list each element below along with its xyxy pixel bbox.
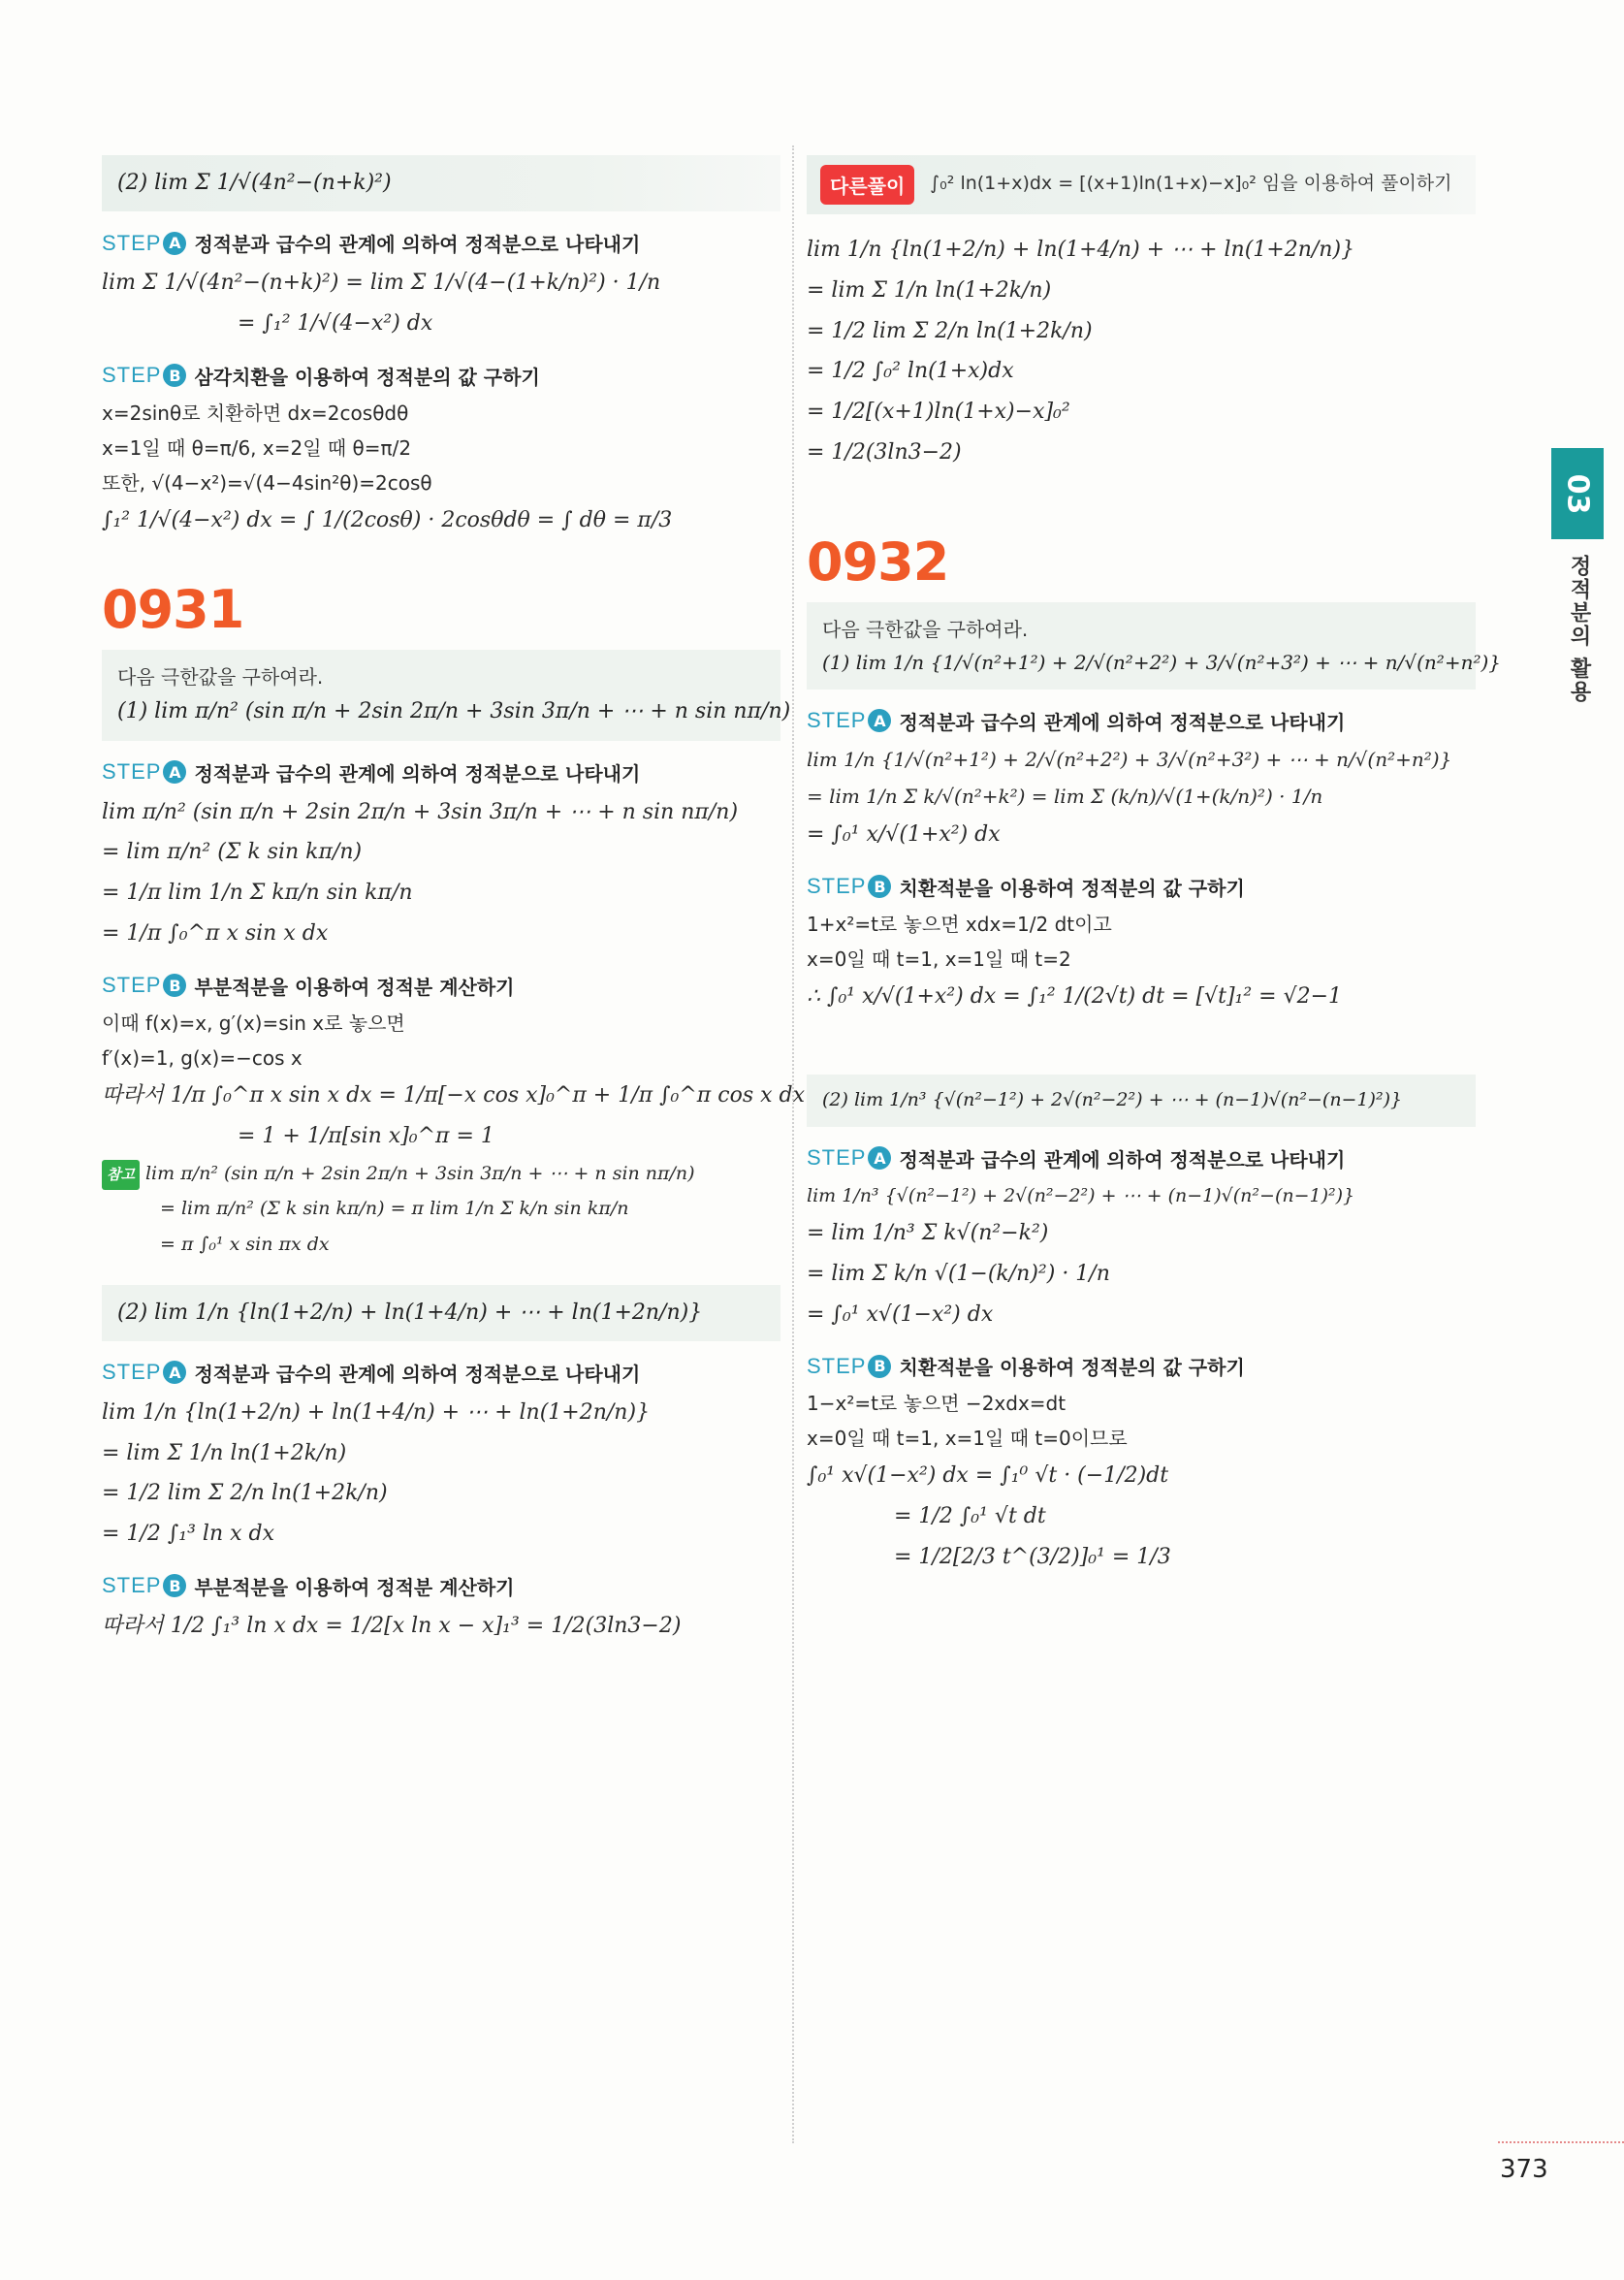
text-line: 또한, √(4−x²)=√(4−4sin²θ)=2cosθ — [102, 470, 432, 495]
step-word: STEP — [807, 1145, 867, 1171]
equation-line: = 1/2[2/3 t^(3/2)]₀¹ = 1/3 — [894, 1544, 1171, 1569]
step-word: STEP — [102, 759, 162, 785]
reference-line: = π ∫₀¹ x sin πx dx — [160, 1233, 330, 1255]
step-title: 부분적분을 이용하여 정적분 계산하기 — [194, 975, 515, 999]
problem-0931-part2: (2) lim 1/n {ln(1+2/n) + ln(1+4/n) + ⋯ + ln(1+2n/n)} — [117, 1300, 703, 1325]
step-title: 치환적분을 이용하여 정적분의 값 구하기 — [899, 1356, 1245, 1380]
step-b-badge: B — [163, 974, 186, 997]
problem-number: 0932 — [807, 530, 949, 593]
equation-line: 따라서 1/2 ∫₁³ ln x dx = 1/2[x ln x − x]₁³ = 1/2(3ln3−2) — [102, 1613, 682, 1638]
step-title: 정적분과 급수의 관계에 의하여 정적분으로 나타내기 — [899, 710, 1346, 734]
page-number: 373 — [1500, 2155, 1548, 2184]
step-b-badge: B — [868, 875, 891, 898]
step-title: 치환적분을 이용하여 정적분의 값 구하기 — [899, 876, 1245, 900]
text-line: f′(x)=1, g(x)=−cos x — [102, 1045, 303, 1070]
problem-0932-part2: (2) lim 1/n³ {√(n²−1²) + 2√(n²−2²) + ⋯ + (n−1)√(n²−(n−1)²)} — [822, 1089, 1403, 1111]
equation-line: = ∫₀¹ x/√(1+x²) dx — [807, 821, 1001, 847]
step-title: 정적분과 급수의 관계에 의하여 정적분으로 나타내기 — [194, 1362, 641, 1386]
text-line: 이때 f(x)=x, g′(x)=sin x로 놓으면 — [102, 1011, 405, 1035]
step-a-badge: A — [868, 709, 891, 732]
equation-line: = 1/2 ∫₀¹ √t dt — [894, 1504, 1046, 1529]
step-b-header — [807, 1352, 1476, 1380]
chapter-number: 03 — [1560, 473, 1595, 514]
equation-line: = lim 1/n Σ k/√(n²+k²) = lim Σ (k/n)/√(1+(k/n)²) · 1/n — [807, 784, 1323, 808]
step-word: STEP — [102, 363, 162, 388]
equation-line: = lim Σ k/n √(1−(k/n)²) · 1/n — [807, 1261, 1110, 1286]
step-word: STEP — [102, 230, 162, 255]
equation-line: ∴ ∫₀¹ x/√(1+x²) dx = ∫₁² 1/(2√t) dt = [√t]₁² = √2−1 — [807, 983, 1343, 1009]
equation-line: 따라서 1/π ∫₀^π x sin x dx = 1/π[−x cos x]₀^π + 1/π ∫₀^π cos x dx — [102, 1082, 806, 1108]
problem-0931-box — [102, 650, 791, 740]
step-b-header — [102, 972, 780, 1000]
step-word: STEP — [807, 1353, 867, 1378]
equation-line: = 1/π lim 1/n Σ kπ/n sin kπ/n — [102, 881, 413, 906]
equation-line: lim 1/n³ {√(n²−1²) + 2√(n²−2²) + ⋯ + (n−1)√(n²−(n−1)²)} — [807, 1184, 1355, 1206]
problem-number: 0931 — [102, 579, 244, 641]
left-column — [102, 145, 806, 1647]
text-line: x=1일 때 θ=π/6, x=2일 때 θ=π/2 — [102, 435, 412, 460]
step-b-header — [102, 362, 780, 390]
step-title: 삼각치환을 이용하여 정적분의 값 구하기 — [194, 365, 540, 389]
text-line: x=2sinθ로 치환하면 dx=2cosθdθ — [102, 401, 409, 425]
step-b-badge: B — [868, 1355, 891, 1378]
question-text: 다음 극한값을 구하여라. — [822, 617, 1029, 641]
equation-line: = 1/2 lim Σ 2/n ln(1+2k/n) — [807, 318, 1093, 343]
step-b-badge: B — [163, 1574, 186, 1597]
step-title: 정적분과 급수의 관계에 의하여 정적분으로 나타내기 — [899, 1147, 1346, 1172]
step-a-badge: A — [163, 232, 186, 255]
equation-line: = 1/2 lim Σ 2/n ln(1+2k/n) — [102, 1481, 388, 1506]
equation-line: = 1/2 ∫₁³ ln x dx — [102, 1522, 275, 1547]
equation-line: = ∫₀¹ x√(1−x²) dx — [807, 1301, 994, 1327]
step-a-badge: A — [163, 760, 186, 784]
step-word: STEP — [102, 973, 162, 998]
problem-0932-box — [807, 602, 1501, 690]
problem-0932-part2-box — [807, 1075, 1476, 1126]
text-line: 1−x²=t로 놓으면 −2xdx=dt — [807, 1392, 1067, 1416]
question-text: 다음 극한값을 구하여라. — [117, 665, 324, 690]
text-line: x=0일 때 t=1, x=1일 때 t=2 — [807, 947, 1071, 971]
equation-line: = 1/2 ∫₀² ln(1+x)dx — [807, 359, 1014, 384]
chapter-title: 정적분의 활용 — [1567, 555, 1591, 704]
problem-0931-part2-box — [102, 1285, 780, 1341]
step-word: STEP — [102, 1360, 162, 1385]
equation-line: lim 1/n {ln(1+2/n) + ln(1+4/n) + ⋯ + ln(1+2n/n)} — [807, 238, 1355, 262]
right-column — [807, 145, 1501, 1578]
reference-line: = lim π/n² (Σ k sin kπ/n) = π lim 1/n Σ k/n sin kπ/n — [160, 1198, 629, 1220]
reference-block — [102, 1156, 780, 1191]
equation-line: lim 1/n {ln(1+2/n) + ln(1+4/n) + ⋯ + ln(1+2n/n)} — [102, 1399, 651, 1425]
problem-0930-part2: (2) lim Σ 1/√(4n²−(n+k)²) — [117, 171, 392, 195]
page-number-rule — [1498, 2141, 1624, 2143]
step-a-header — [102, 229, 780, 257]
equation-line: = lim π/n² (Σ k sin kπ/n) — [102, 840, 363, 865]
step-b-header — [102, 1572, 780, 1600]
step-word: STEP — [807, 708, 867, 733]
equation-line: = 1 + 1/π[sin x]₀^π = 1 — [238, 1123, 494, 1148]
problem-0932-part1: (1) lim 1/n {1/√(n²+1²) + 2/√(n²+2²) + 3/√(n²+3²) + ⋯ + n/√(n²+n²)} — [822, 650, 1501, 674]
step-word: STEP — [807, 874, 867, 899]
step-a-badge: A — [868, 1146, 891, 1170]
equation-line: = 1/2(3ln3−2) — [807, 439, 962, 465]
equation-line: = lim Σ 1/n ln(1+2k/n) — [807, 277, 1052, 303]
equation-line: ∫₁² 1/√(4−x²) dx = ∫ 1/(2cosθ) · 2cosθdθ = ∫ dθ = π/3 — [102, 507, 673, 532]
equation-line: lim 1/n {1/√(n²+1²) + 2/√(n²+2²) + 3/√(n²+3²) + ⋯ + n/√(n²+n²)} — [807, 747, 1452, 771]
reference-badge: 참고 — [102, 1160, 140, 1190]
equation-line: = ∫₁² 1/√(4−x²) dx — [238, 310, 433, 336]
alternative-solution-badge: 다른풀이 — [820, 165, 914, 205]
step-a-header — [807, 707, 1476, 735]
equation-line: lim Σ 1/√(4n²−(n+k)²) = lim Σ 1/√(4−(1+k/n)²) · 1/n — [102, 271, 661, 296]
equation-line: ∫₀¹ x√(1−x²) dx = ∫₁⁰ √t · (−1/2)dt — [807, 1463, 1169, 1489]
equation-line: = 1/π ∫₀^π x sin x dx — [102, 920, 329, 946]
text-line: x=0일 때 t=1, x=1일 때 t=0이므로 — [807, 1427, 1128, 1451]
step-b-header — [807, 873, 1476, 901]
step-a-badge: A — [163, 1361, 186, 1384]
step-word: STEP — [102, 1573, 162, 1598]
step-title: 정적분과 급수의 관계에 의하여 정적분으로 나타내기 — [194, 761, 641, 786]
chapter-tab — [1551, 448, 1604, 539]
problem-0930-part2-box — [102, 155, 780, 211]
step-title: 부분적분을 이용하여 정적분 계산하기 — [194, 1575, 515, 1599]
reference-line: lim π/n² (sin π/n + 2sin 2π/n + 3sin 3π/n + ⋯ + n sin nπ/n) — [144, 1163, 695, 1185]
step-a-header — [807, 1144, 1476, 1172]
step-title: 정적분과 급수의 관계에 의하여 정적분으로 나타내기 — [194, 233, 641, 257]
equation-line: lim π/n² (sin π/n + 2sin 2π/n + 3sin 3π/n + ⋯ + n sin nπ/n) — [102, 799, 739, 824]
step-a-header — [102, 1359, 780, 1387]
equation-line: = lim 1/n³ Σ k√(n²−k²) — [807, 1220, 1049, 1245]
column-divider — [792, 145, 794, 2143]
alternative-solution-header — [807, 155, 1476, 214]
equation-line: = lim Σ 1/n ln(1+2k/n) — [102, 1440, 347, 1465]
step-a-header — [102, 758, 780, 787]
equation-line: = 1/2[(x+1)ln(1+x)−x]₀² — [807, 400, 1070, 425]
alternative-solution-note: ∫₀² ln(1+x)dx = [(x+1)ln(1+x)−x]₀² 임을 이용하여 풀이하기 — [930, 173, 1452, 194]
problem-0931-part1: (1) lim π/n² (sin π/n + 2sin 2π/n + 3sin 3π/n + ⋯ + n sin nπ/n) — [117, 699, 791, 724]
step-b-badge: B — [163, 364, 186, 387]
text-line: 1+x²=t로 놓으면 xdx=1/2 dt이고 — [807, 912, 1112, 936]
